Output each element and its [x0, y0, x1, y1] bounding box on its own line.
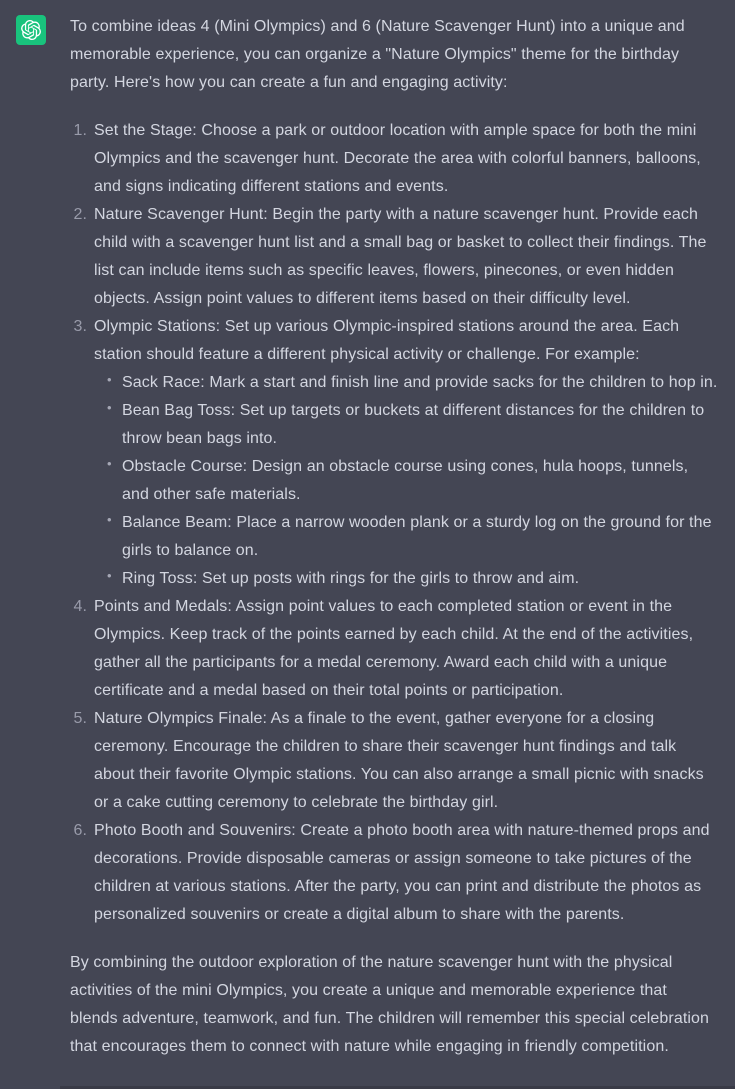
sublist-item-text: Bean Bag Toss: Set up targets or buckets at different distances for the children to throw bean bags into. — [122, 402, 705, 447]
list-item-text: Points and Medals: Assign point values to each completed station or event in the Olympics. Keep track of the points earned by each child. At the end of the activities, gather all the participants for a medal ceremony. Award each child with a unique certificate and a medal based on their total points or participation. — [94, 598, 694, 699]
sublist-item-text: Balance Beam: Place a narrow wooden plank or a sturdy log on the ground for the girls to balance on. — [122, 514, 712, 559]
bullet-icon: • — [107, 512, 112, 527]
list-item-4 — [70, 593, 718, 705]
bullet-icon: • — [107, 568, 112, 583]
sublist-item-3 — [94, 453, 718, 509]
list-number: 3. — [73, 318, 87, 335]
sublist-item-4 — [94, 509, 718, 565]
bullet-icon: • — [107, 456, 112, 471]
list-number: 4. — [73, 598, 87, 615]
list-item-3 — [70, 313, 718, 593]
list-item-2 — [70, 201, 718, 313]
message-content — [70, 13, 718, 1081]
list-item-text: Set the Stage: Choose a park or outdoor location with ample space for both the mini Olympics and the scavenger hunt. Decorate the area with colorful banners, balloons, and signs indicating different stations and events. — [94, 122, 701, 195]
bullet-icon: • — [107, 400, 112, 415]
list-item-text: Nature Olympics Finale: As a finale to the event, gather everyone for a closing ceremony. Encourage the children to share their scavenger hunt findings and talk about their favorite Olympic stations. You can also arrange a small picnic with snacks or a cake cutting ceremony to celebrate the birthday girl. — [94, 710, 704, 811]
sublist-item-text: Sack Race: Mark a start and finish line and provide sacks for the children to hop in. — [122, 374, 718, 391]
list-number: 1. — [73, 122, 87, 139]
list-number: 2. — [73, 206, 87, 223]
sublist-item-5 — [94, 565, 718, 593]
steps-list — [70, 117, 718, 929]
bullet-icon: • — [107, 372, 112, 387]
list-item-text: Photo Booth and Souvenirs: Create a photo booth area with nature-themed props and decorations. Provide disposable cameras or assign someone to take pictures of the children at various stations. After the party, you can print and distribute the photos as personalized souvenirs or create a digital album to share with the parents. — [94, 822, 710, 923]
intro-paragraph: To combine ideas 4 (Mini Olympics) and 6 (Nature Scavenger Hunt) into a unique and memorable experience, you can organize a "Nature Olympics" theme for the birthday party. Here's how you can create a fun and engaging activity: — [70, 18, 685, 91]
list-item-5 — [70, 705, 718, 817]
list-item-text: Nature Scavenger Hunt: Begin the party with a nature scavenger hunt. Provide each child with a scavenger hunt list and a small bag or basket to collect their findings. The list can include items such as specific leaves, flowers, pinecones, or even hidden objects. Assign point values to different items based on their difficulty level. — [94, 206, 707, 307]
sublist-item-1 — [94, 369, 718, 397]
sublist-item-2 — [94, 397, 718, 453]
list-item-text: Olympic Stations: Set up various Olympic-inspired stations around the area. Each station should feature a different physical activity or challenge. For example: — [94, 318, 680, 363]
list-number: 6. — [73, 822, 87, 839]
closing-paragraph: By combining the outdoor exploration of the nature scavenger hunt with the physical activities of the mini Olympics, you create a unique and memorable experience that blends adventure, teamwork, and fun. The children will remember this special celebration that encourages them to connect with nature while engaging in friendly competition. — [70, 954, 710, 1055]
stations-sublist — [94, 369, 718, 593]
list-item-6 — [70, 817, 718, 929]
list-item-1 — [70, 117, 718, 201]
sublist-item-text: Obstacle Course: Design an obstacle course using cones, hula hoops, tunnels, and other safe materials. — [122, 458, 689, 503]
openai-logo-icon — [21, 20, 41, 40]
assistant-avatar — [16, 15, 46, 45]
list-number: 5. — [73, 710, 87, 727]
sublist-item-text: Ring Toss: Set up posts with rings for the girls to throw and aim. — [122, 570, 580, 587]
